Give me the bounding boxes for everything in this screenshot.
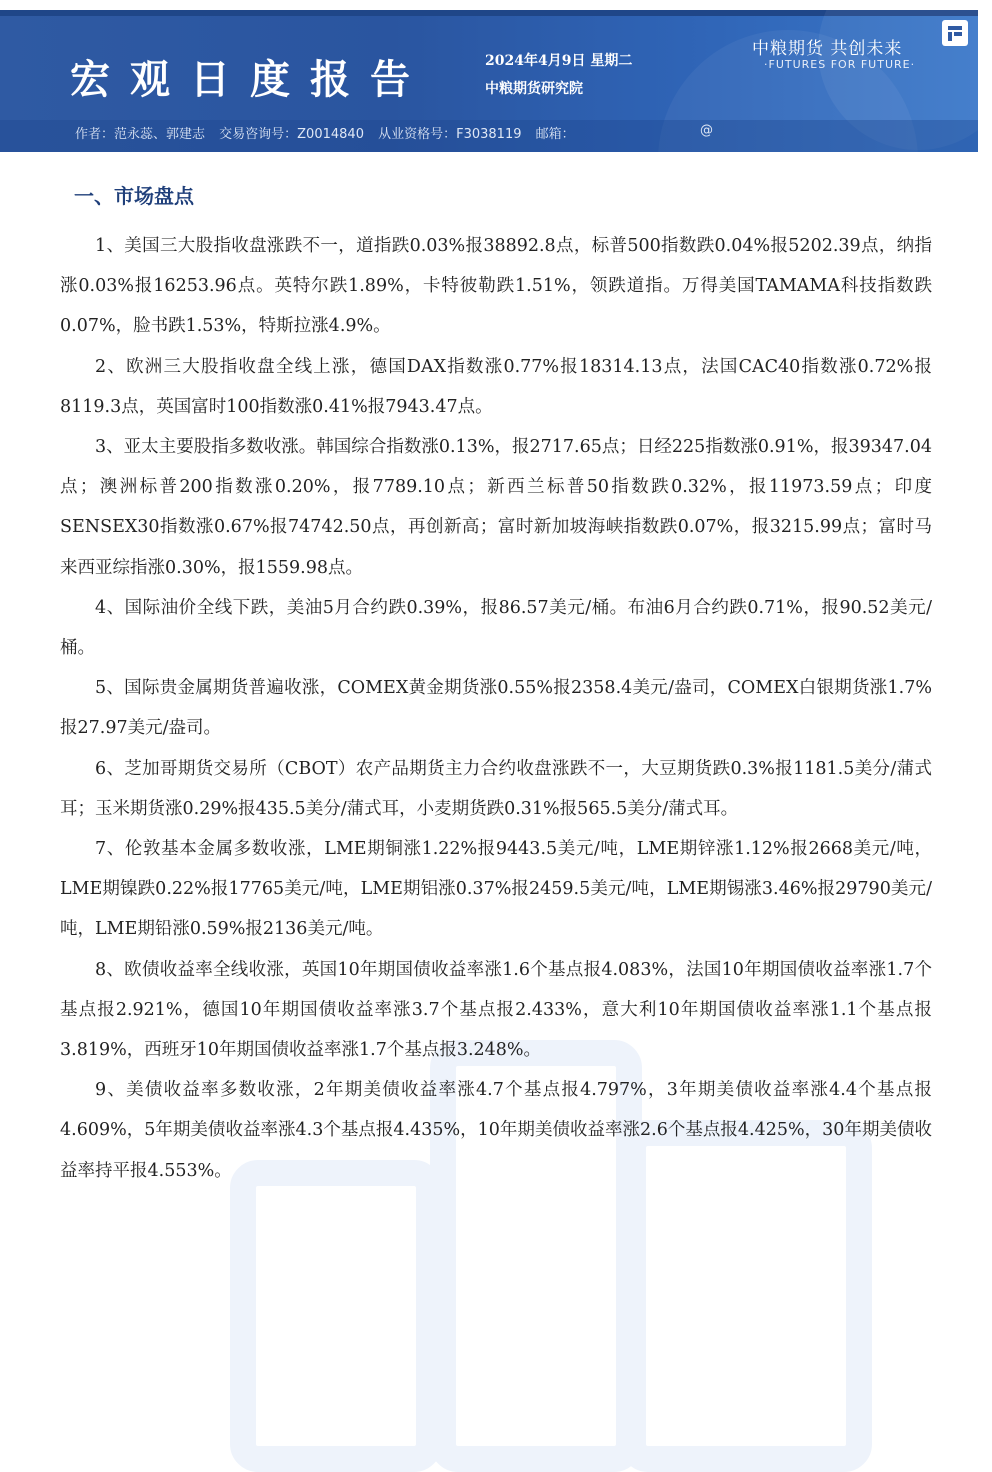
watermark-shape — [230, 1160, 442, 1472]
report-date: 2024年4月9日 星期二 — [485, 53, 633, 69]
brand-slogan: ·FUTURES FOR FUTURE· — [764, 58, 916, 71]
author-names: 作者：范永蕊、郭建志 — [75, 127, 206, 142]
report-body — [60, 226, 932, 1191]
paragraph-2: 2、欧洲三大股指收盘全线上涨，德国DAX指数涨0.77%报18314.13点，法国CAC40指数涨0.72%报8119.3点，英国富时100指数涨0.41%报7943.47点。 — [60, 356, 932, 417]
brand-name: 中粮期货 共创未来 — [752, 39, 903, 59]
paragraph-7: 7、伦敦基本金属多数收涨，LME期铜涨1.22%报9443.5美元/吨，LME期锌涨1.12%报2668美元/吨，LME期镍跌0.22%报17765美元/吨，LME期铝涨0.37%报2459.5美元/吨，LME期锡涨3.46%报29790美元/吨，LME期铅涨0.59%报2136美元/吨。 — [60, 839, 932, 940]
paragraph-9: 9、美债收益率多数收涨，2年期美债收益率涨4.7个基点报4.797%，3年期美债收益率涨4.4个基点报4.609%，5年期美债收益率涨4.3个基点报4.435%，10年期美债收益率涨2.6个基点报4.425%，30年期美债收益率持平报4.553%。 — [60, 1080, 932, 1181]
paragraph-3: 3、亚太主要股指多数收涨。韩国综合指数涨0.13%，报2717.65点；日经225指数涨0.91%，报39347.04点；澳洲标普200指数涨0.20%，报7789.10点；新西兰标普50指数跌0.32%，报11973.59点；印度SENSEX30指数涨0.67%报74742.50点，再创新高；富时新加坡海峡指数跌0.07%，报3215.99点；富时马来西亚综指涨0.30%，报1559.98点。 — [60, 437, 932, 578]
paragraph-4: 4、国际油价全线下跌，美油5月合约跌0.39%，报86.57美元/桶。布油6月合约跌0.71%，报90.52美元/桶。 — [60, 597, 932, 659]
paragraph-6: 6、芝加哥期货交易所（CBOT）农产品期货主力合约收盘涨跌不一，大豆期货跌0.3%报1181.5美分/蒲式耳；玉米期货涨0.29%报435.5美分/蒲式耳，小麦期货跌0.31%报565.5美分/蒲式耳。 — [60, 758, 932, 819]
email-at: @ — [700, 123, 713, 138]
report-title: 宏观日度报告 — [70, 56, 430, 103]
author-info — [75, 123, 585, 142]
paragraph-8: 8、欧债收益率全线收涨，英国10年期国债收益率涨1.6个基点报4.083%，法国10年期国债收益率涨1.7个基点报2.921%，德国10年期国债收益率涨3.7个基点报2.433%，意大利10年期国债收益率涨1.1个基点报3.819%，西班牙10年期国债收益率涨1.7个基点报3.248%。 — [60, 959, 932, 1061]
paragraph-1: 1、美国三大股指收盘涨跌不一，道指跌0.03%报38892.8点，标普500指数跌0.04%报5202.39点，纳指涨0.03%报16253.96点。英特尔跌1.89%，卡特彼勒跌1.51%，领跌道指。万得美国TAMAMA科技指数跌0.07%，脸书跌1.53%，特斯拉涨4.9%。 — [60, 236, 932, 337]
report-institute: 中粮期货研究院 — [485, 81, 583, 97]
company-logo-icon — [942, 20, 968, 46]
consult-number: 交易咨询号：Z0014840 — [219, 127, 364, 142]
qualification-number: 从业资格号：F3038119 — [378, 127, 522, 142]
email-label: 邮箱： — [535, 127, 575, 142]
paragraph-5: 5、国际贵金属期货普遍收涨，COMEX黄金期货涨0.55%报2358.4美元/盎司，COMEX白银期货涨1.7%报27.97美元/盎司。 — [60, 678, 932, 739]
section-heading: 一、市场盘点 — [74, 184, 194, 208]
